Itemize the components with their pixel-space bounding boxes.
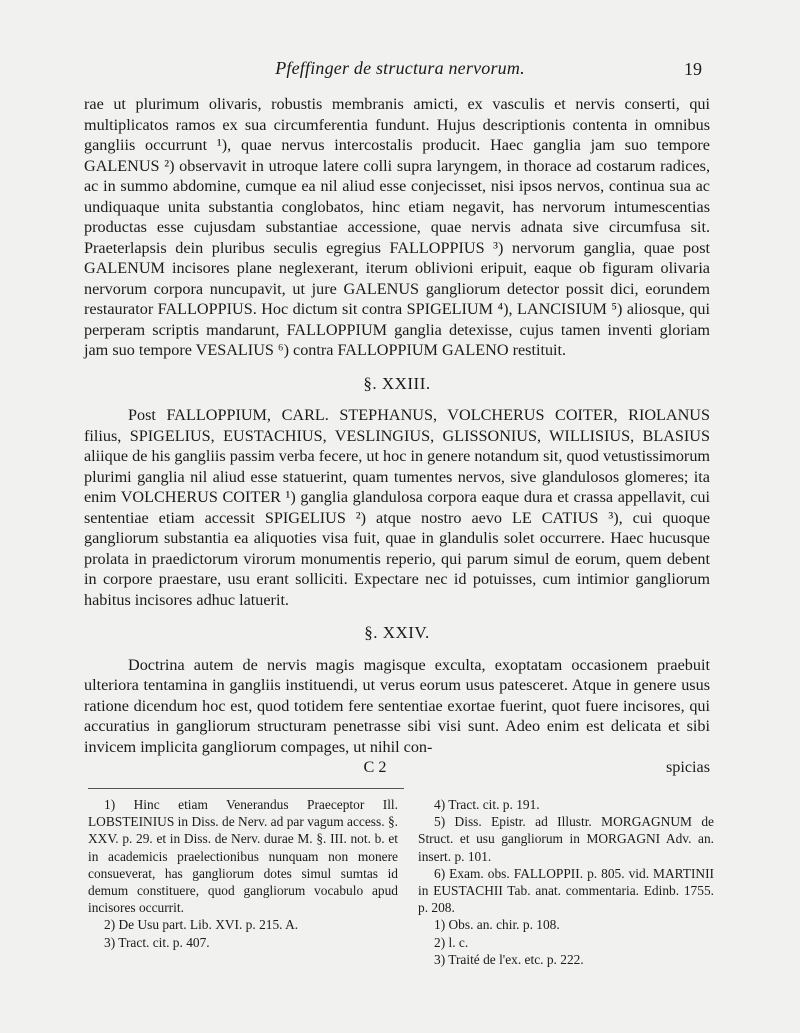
paragraph-xxiii: Post FALLOPPIUM, CARL. STEPHANUS, VOLCHERUS COITER, RIOLANUS filius, SPIGELIUS, EUSTACHIUS, VESLINGIUS, GLISSONIUS, WILLISIUS, BLASIUS aliique de his gangliis passim verba fecere, ut hoc in genere notandum sit, quod vetustissimorum plurimi ganglia nil aliud esse statuerint, quam tumentes nervos, sive glandulosos glomeres; ita enim VOLCHERUS COITER ¹) ganglia glandulosa corpora eaque dura et crassa appellavit, cui sententiae etiam accessit SPIGELIUS ²) atque nostro aevo LE CATIUS ³), cui quoque gangliorum substantia ea aliquoties visa fuit, quae in glandulis solet occurrere. Haec hucusque prolata in praedictorum virorum monumentis reperio, qui parum simul de eorum, quem debent in corpore praestare, usu erant solliciti. Expectare nec id potuisses, cum intimior gangliorum habitus incisores adhuc latuerit. [84, 406, 710, 609]
running-head [0, 58, 800, 82]
catchword: spicias [665, 758, 710, 776]
paragraph-xxiv: Doctrina autem de nervis magis magisque exculta, exoptatam occasionem praebuit ulteriora tentamina in gangliis instituendi, ut verus eorum usus patesceret. Atque in genere usus ratione dicendum hoc est, quod totidem fere sententiae exortae fuerint, quot fuere incisores, qui accuratius in gangliorum structuram penetrasse sibi visi sunt. Adeo enim est delicata et sibi invicem implicita gangliorum compages, ut nihil con- [84, 655, 710, 756]
footnote: 6) Exam. obs. FALLOPPII. p. 805. vid. MARTINII in EUSTACHII Tab. anat. commentaria. Edinb. 1755. p. 208. [418, 865, 714, 916]
body-text [84, 94, 710, 777]
footnote: 1) Obs. an. chir. p. 108. [434, 917, 560, 933]
footnotes-right-column [418, 796, 714, 968]
running-title: Pfeffinger de structura nervorum. [275, 58, 525, 78]
footnote: 5) Diss. Epistr. ad Illustr. MORGAGNUM de Struct. et usu gangliorum in MORGAGNI Adv. an. insert. p. 101. [418, 814, 714, 864]
footnote: 3) Tract. cit. p. 407. [104, 934, 210, 950]
footnote: 1) Hinc etiam Venerandus Praeceptor Ill. LOBSTEINIUS in Diss. de Nerv. ad par vagum access. §. XXV. p. 29. et in Diss. de Nerv. durae M. §. III. not. b. et in academicis praelectionibus nunquam non monere consueverat, has gangliorum dotes simul sumtas id demum constituere, quod gangliorum vocabulo apud incisores occurrit. [88, 797, 398, 916]
footnote: 2) De Usu part. Lib. XVI. p. 215. A. [104, 917, 299, 933]
page-number: 19 [684, 59, 702, 79]
signature-line [84, 757, 710, 777]
footnotes-left-column [88, 796, 398, 951]
footnote: 3) Traité de l'ex. etc. p. 222. [434, 951, 584, 967]
footnote-divider [88, 788, 404, 789]
section-heading-xxiv: §. XXIV. [364, 623, 430, 642]
footnote: 2) l. c. [434, 934, 469, 950]
section-heading-xxiii: §. XXIII. [363, 373, 431, 393]
footnote: 4) Tract. cit. p. 191. [434, 797, 540, 812]
paragraph-continued: rae ut plurimum olivaris, robustis membranis amicti, ex vasculis et nervis conserti, qui multiplicatos ramos ex sua circumferentia fundunt. Hujus descriptionis contenta in omnibus gangliis occurrunt ¹), quae nervus intercostalis producit. Haec ganglia jam suo tempore GALENUS ²) observavit in utroque latere colli supra laryngem, in thorace ad costarum radices, ac in summo abdomine, cumque ea nil aliud esse conjecisset, nisi ipsos nervos, continua sua ac undiquaque unita substantia conglobatos, hinc etiam negavit, has nervorum intumescentias productas esse cujusdam substantiae accessione, quae nervis adnata sive circumfusa sit. Praeterlapsis dein pluribus seculis egregius FALLOPPIUS ³) nervorum ganglia, quae post GALENUM incisores plane neglexerant, iterum oblivioni eripuit, eaque ob figuram olivaria nervorum corpora nuncupavit, ut jure GALENUS gangliorum detector possit dici, eorundem restaurator FALLOPPIUS. Hoc dictum sit contra SPIGELIUM ⁴), LANCISIUM ⁵) aliosque, qui perperam scriptis mandarunt, FALLOPPIUM ganglia detexisse, cujus tamen inventi gloriam jam suo tempore VESALIUS ⁶) contra FALLOPPIUM GALENO restituit. [84, 95, 710, 359]
signature-mark: C 2 [363, 758, 387, 776]
